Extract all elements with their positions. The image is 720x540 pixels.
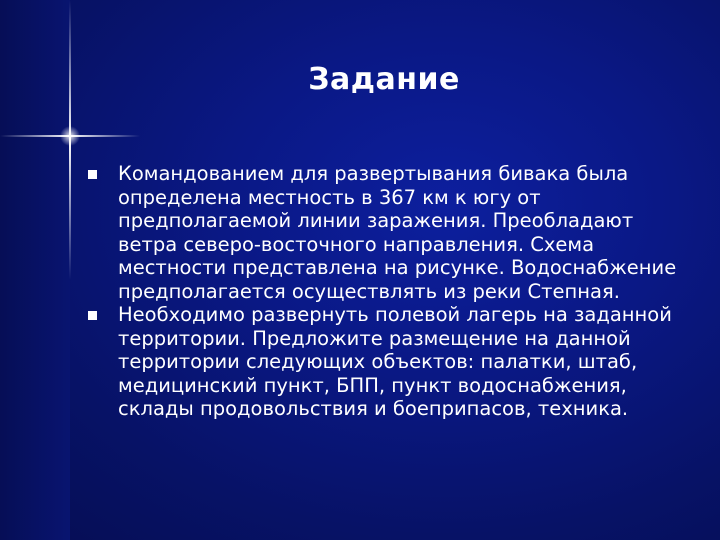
list-item	[88, 162, 688, 303]
bullet-square-icon	[88, 311, 97, 320]
bullet-list	[88, 162, 688, 421]
slide-title: Задание	[308, 62, 460, 97]
bullet-text: Необходимо развернуть полевой лагерь на заданной территории. Предложите размещение на данной территории следующих объектов: палатки, штаб, медицинский пункт, БПП, пункт водоснабжения, склады продовольствия и боеприпасов, техника.	[118, 303, 672, 420]
list-item	[88, 303, 688, 421]
bullet-square-icon	[88, 170, 97, 179]
bullet-text: Командованием для развертывания бивака была определена местность в 367 км к югу от предполагаемой линии заражения. Преобладают ветра северо-восточного направления. Схема местности представлена на рисунке. Водоснабжение предполагается осуществлять из реки Степная.	[118, 162, 677, 303]
